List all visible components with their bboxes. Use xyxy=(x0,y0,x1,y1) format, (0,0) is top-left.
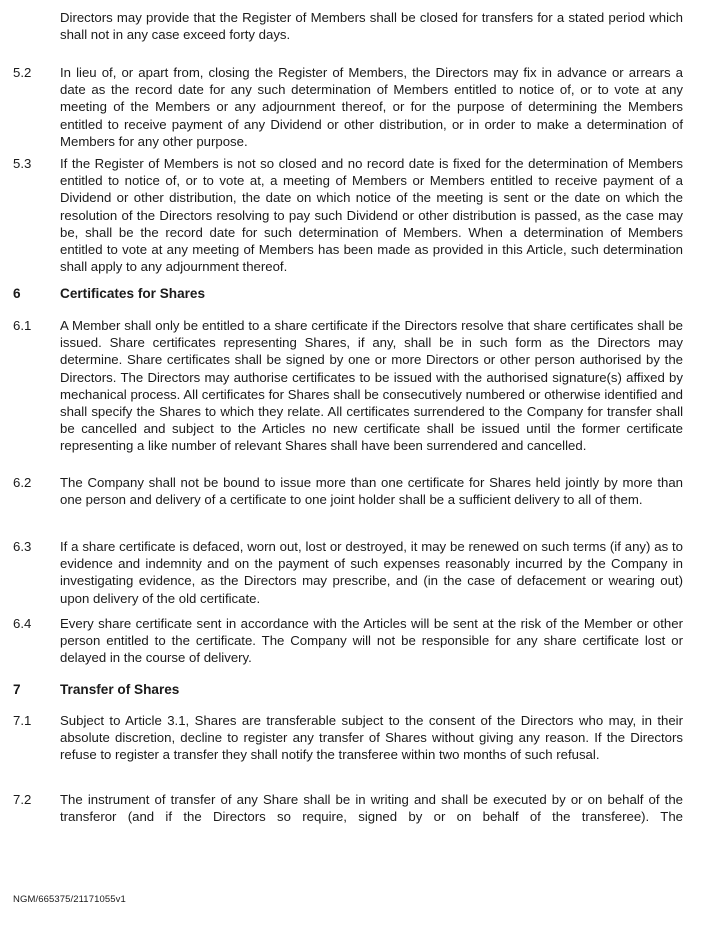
clause-6-2-text: The Company shall not be bound to issue more than one certificate for Shares held jointly by more than one person and delivery of a certificate to one joint holder shall be a sufficient delivery to all of them. xyxy=(60,475,683,508)
clause-7-1-text: Subject to Article 3.1, Shares are transferable subject to the consent of the Directors who may, in their absolute discretion, decline to register any transfer of Shares without giving any reason. If the Directors refuse to register a transfer they shall notify the transferee within two months of such refusal. xyxy=(60,713,683,763)
clause-6-3-text: If a share certificate is defaced, worn out, lost or destroyed, it may be renewed on such terms (if any) as to evidence and indemnity and on the payment of such expenses reasonably incurred by the Company in investigating evidence, as the Directors may prescribe, and (in the case of defacement or wearing out) upon delivery of the old certificate. xyxy=(60,539,683,606)
section-heading-transfer: Transfer of Shares xyxy=(60,682,180,697)
clause-number-6-4: 6.4 xyxy=(13,616,32,631)
clause-7-2-text: The instrument of transfer of any Share shall be in writing and shall be executed by or on behalf of the transferor (and if the Directors so require, signed by or on behalf of the transferee). The xyxy=(60,792,683,825)
clause-6-4-text: Every share certificate sent in accordance with the Articles will be sent at the risk of the Member or other person entitled to the certificate. The Company will not be responsible for any share certificate lost or delayed in the course of delivery. xyxy=(60,616,683,666)
clause-number-5-2: 5.2 xyxy=(13,65,32,80)
clause-6-1-text: A Member shall only be entitled to a share certificate if the Directors resolve that share certificates shall be issued. Share certificates representing Shares, if any, shall be in such form as the Directors may determine. Share certificates shall be signed by one or more Directors or other person authorised by the Directors. The Directors may authorise certificates to be issued with the authorised signature(s) affixed by mechanical process. All certificates for Shares shall be consecutively numbered or otherwise identified and shall specify the Shares to which they relate. All certificates surrendered to the Company for transfer shall be cancelled and subject to the Articles no new certificate shall be issued until the former certificate representing a like number of relevant Shares shall have been surrendered and cancelled. xyxy=(60,318,683,454)
clause-number-6-3: 6.3 xyxy=(13,539,32,554)
clause-number-6-1: 6.1 xyxy=(13,318,32,333)
clause-number-6-2: 6.2 xyxy=(13,475,32,490)
clause-5-2-text: In lieu of, or apart from, closing the Register of Members, the Directors may fix in advance or arrears a date as the record date for any such determination of Members entitled to notice of, or to vote at any meeting of the Members or any adjournment thereof, or for the purpose of determining the Members entitled to receive payment of any Dividend or other distribution, or in order to make a determination of Members for any other purpose. xyxy=(60,65,683,149)
clause-5-3-text: If the Register of Members is not so closed and no record date is fixed for the determination of Members entitled to notice of, or to vote at, a meeting of Members or Members entitled to receive payment of a Dividend or other distribution, the date on which notice of the meeting is sent or the date on which the resolution of the Directors resolving to pay such Dividend or other distribution is passed, as the case may be, shall be the record date for such determination of Members. When a determination of Members entitled to vote at any meeting of Members has been made as provided in this Article, such determination shall apply to any adjournment thereof. xyxy=(60,156,683,275)
paragraph-continuation: Directors may provide that the Register of Members shall be closed for transfers for a stated period which shall not in any case exceed forty days. xyxy=(60,10,683,43)
document-reference-footer: NGM/665375/21171055v1 xyxy=(13,894,126,905)
section-number-7: 7 xyxy=(13,682,21,697)
section-number-6: 6 xyxy=(13,286,21,301)
section-heading-certificates: Certificates for Shares xyxy=(60,286,206,301)
clause-number-5-3: 5.3 xyxy=(13,156,32,171)
clause-number-7-2: 7.2 xyxy=(13,792,32,807)
clause-number-7-1: 7.1 xyxy=(13,713,32,728)
